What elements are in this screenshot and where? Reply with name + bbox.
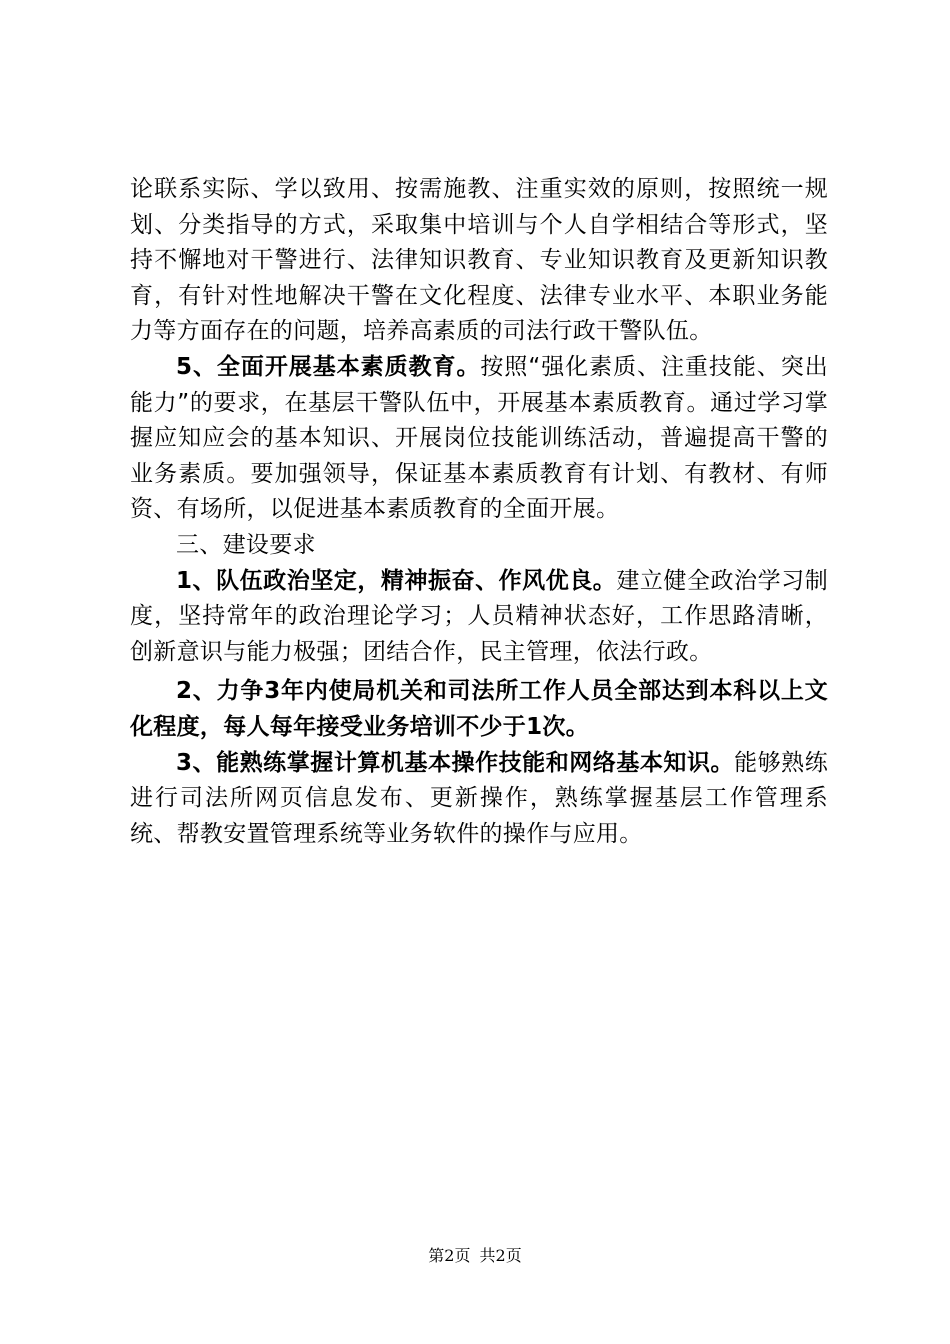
page-footer xyxy=(0,1243,950,1266)
paragraph-text: 能够熟练进行司法所网页信息发布、更新操作，熟练掌握基层工作管理系统、帮教安置管理系统等业务软件的操作与应用。 xyxy=(130,749,829,847)
paragraph-requirement-computer-skills xyxy=(130,746,828,853)
paragraph-text: 建立健全政治学习制度，坚持常年的政治理论学习；人员精神状态好，工作思路清晰，创新意识与能力极强；团结合作，民主管理，依法行政。 xyxy=(130,567,828,665)
paragraph-training-methods xyxy=(130,172,828,350)
page-total: 共2页 xyxy=(479,1246,522,1265)
section-heading-requirements xyxy=(130,528,828,564)
page-number: 第2页 xyxy=(428,1246,471,1265)
paragraph-requirement-education-level xyxy=(130,674,828,745)
paragraph-lead: 5、全面开展基本素质教育。 xyxy=(176,353,481,380)
paragraph-text: 按照“强化素质、注重技能、突出能力”的要求，在基层干警队伍中，开展基本素质教育。通过学习掌握应知应会的基本知识、开展岗位技能训练活动，普遍提高干警的业务素质。要加强领导，保证基本素质教育有计划、有教材、有师资、有场所，以促进基本素质教育的全面开展。 xyxy=(130,353,829,523)
paragraph-basic-quality-education xyxy=(130,350,828,528)
paragraph-lead: 2、力争3年内使局机关和司法所工作人员全部达到本科以上文化程度，每人每年接受业务培训不少于1次。 xyxy=(130,678,828,740)
document-body xyxy=(130,172,828,852)
paragraph-requirement-political xyxy=(130,564,828,671)
paragraph-text: 论联系实际、学以致用、按需施教、注重实效的原则，按照统一规划、分类指导的方式，采取集中培训与个人自学相结合等形式，坚持不懈地对干警进行、法律知识教育、专业知识教育及更新知识教育，有针对性地解决干警在文化程度、法律专业水平、本职业务能力等方面存在的问题，培养高素质的司法行政干警队伍。 xyxy=(130,176,828,345)
paragraph-lead: 3、能熟练掌握计算机基本操作技能和网络基本知识。 xyxy=(176,749,735,776)
paragraph-lead: 1、队伍政治坚定，精神振奋、作风优良。 xyxy=(176,567,617,594)
section-heading-text: 三、建设要求 xyxy=(176,531,316,558)
